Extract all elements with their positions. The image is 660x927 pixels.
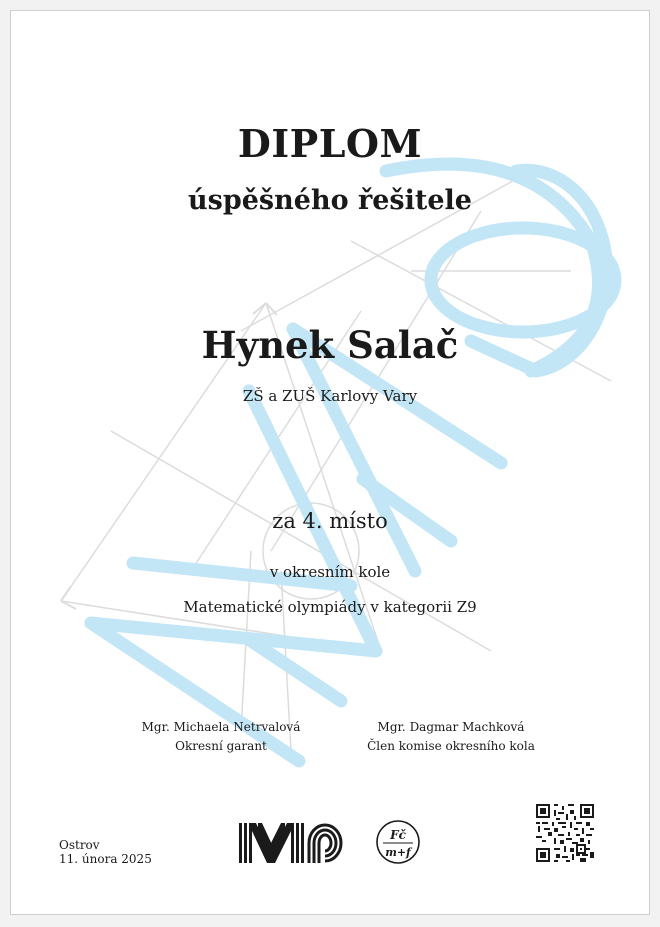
mo-logo-icon [239, 821, 347, 865]
signature-name: Mgr. Dagmar Machková [377, 720, 525, 734]
signature-block-commission [331, 718, 571, 756]
signature-role: Okresní garant [175, 739, 267, 753]
diploma-page [10, 10, 650, 915]
watermark-strokes [91, 164, 615, 761]
signature-block-garant [101, 718, 341, 756]
recipient-name: Hynek Salač [201, 323, 459, 367]
placement: za 4. místo [272, 509, 388, 533]
signature-role: Člen komise okresního kola [367, 739, 535, 753]
fm-logo-icon [375, 819, 421, 865]
diploma-subtitle: úspěšného řešitele [188, 185, 472, 216]
competition-round: v okresním kole [269, 563, 391, 581]
competition-name: Matematické olympiády v kategorii Z9 [183, 598, 477, 616]
date: 11. února 2025 [59, 852, 152, 866]
fm-logo-bottom: m+f [385, 846, 411, 859]
place-and-date [59, 838, 152, 866]
signature-name: Mgr. Michaela Netrvalová [141, 720, 301, 734]
qr-code-icon [536, 804, 594, 862]
fm-logo-top: Fč [390, 828, 406, 842]
diploma-title: DIPLOM [237, 121, 423, 166]
place: Ostrov [59, 838, 100, 852]
recipient-school: ZŠ a ZUŠ Karlovy Vary [242, 387, 418, 405]
